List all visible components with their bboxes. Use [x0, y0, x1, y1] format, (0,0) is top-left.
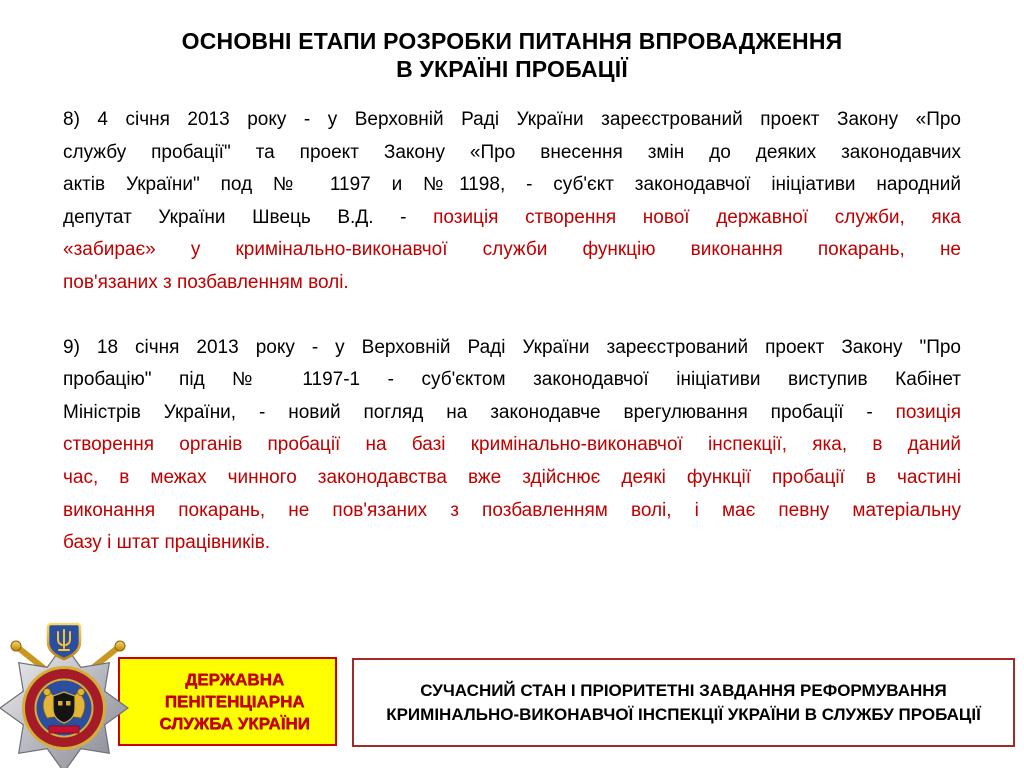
text-line	[63, 267, 961, 300]
body-text-segment: службу пробації" та проект Закону «Про внесення змін до деяких законодавчих	[63, 141, 961, 163]
body-text-segment: депутат України Швець В.Д. -	[63, 206, 434, 228]
text-line	[63, 137, 961, 170]
text-line	[63, 495, 961, 528]
highlighted-text: виконання покарань, не пов'язаних з позбавленням волі, і має певну матеріальну	[63, 499, 961, 521]
highlighted-text: позиція	[895, 401, 961, 423]
text-line	[63, 397, 961, 430]
body-text-segment: актів України" под № 1197 и №1198, - суб'єкт законодавчої ініціативи народний	[63, 174, 961, 196]
paragraph	[63, 104, 961, 300]
highlighted-text: позиція створення нової державної служби, яка	[433, 206, 961, 228]
agency-name-line: ПЕНІТЕНЦІАРНА	[164, 691, 305, 711]
text-line	[63, 527, 961, 560]
highlighted-text: час, в межах чинного законодавства вже здійснює деякі функції пробації в частині	[63, 466, 961, 488]
text-line	[63, 202, 961, 235]
slide-title	[63, 27, 961, 83]
body-text-segment: 9) 18 січня 2013 року - у Верховній Раді України зареєстрований проект Закону "Про	[63, 336, 961, 358]
body-text-segment: 8) 4 січня 2013 року - у Верховній Раді України зареєстрований проект Закону «Про	[63, 109, 961, 130]
highlighted-text: «забирає» у кримінально-виконавчої служби функцію виконання покарань, не	[63, 239, 961, 261]
text-line	[63, 364, 961, 397]
footer-banner	[352, 658, 1015, 747]
agency-name-line: СЛУЖБА УКРАЇНИ	[159, 713, 310, 733]
agency-name-line: ДЕРЖАВНА	[184, 669, 285, 689]
highlighted-text: базу і штат працівників.	[63, 532, 271, 554]
penitentiary-service-emblem-icon	[0, 616, 138, 768]
body-text	[63, 104, 961, 560]
footer-banner-line: КРИМІНАЛЬНО-ВИКОНАВЧОЇ ІНСПЕКЦІЇ УКРАЇНИ В СЛУЖБУ ПРОБАЦІЇ	[386, 704, 981, 724]
slide-title-line-1: ОСНОВНІ ЕТАПИ РОЗРОБКИ ПИТАННЯ ВПРОВАДЖЕННЯ	[181, 28, 843, 54]
text-line	[63, 462, 961, 495]
highlighted-text: створення органів пробації на базі кримінально-виконавчої інспекції, яка, в даний	[63, 434, 961, 456]
text-line	[63, 104, 961, 137]
highlighted-text: пов'язаних з позбавленням волі.	[63, 271, 349, 293]
text-line	[63, 234, 961, 267]
body-text-segment: Міністрів України, - новий погляд на законодавче врегулювання пробації -	[63, 401, 896, 423]
text-line	[63, 429, 961, 462]
agency-name-plate	[118, 657, 337, 746]
text-line	[63, 169, 961, 202]
text-line	[63, 332, 961, 365]
body-text-segment: пробацію" під № 1197-1 - суб'єктом законодавчої ініціативи виступив Кабінет	[63, 369, 961, 391]
slide-title-line-2: В УКРАЇНІ ПРОБАЦІЇ	[396, 56, 628, 82]
footer-banner-line: СУЧАСНИЙ СТАН І ПРІОРИТЕТНІ ЗАВДАННЯ РЕФОРМУВАННЯ	[420, 680, 947, 700]
paragraph	[63, 332, 961, 560]
